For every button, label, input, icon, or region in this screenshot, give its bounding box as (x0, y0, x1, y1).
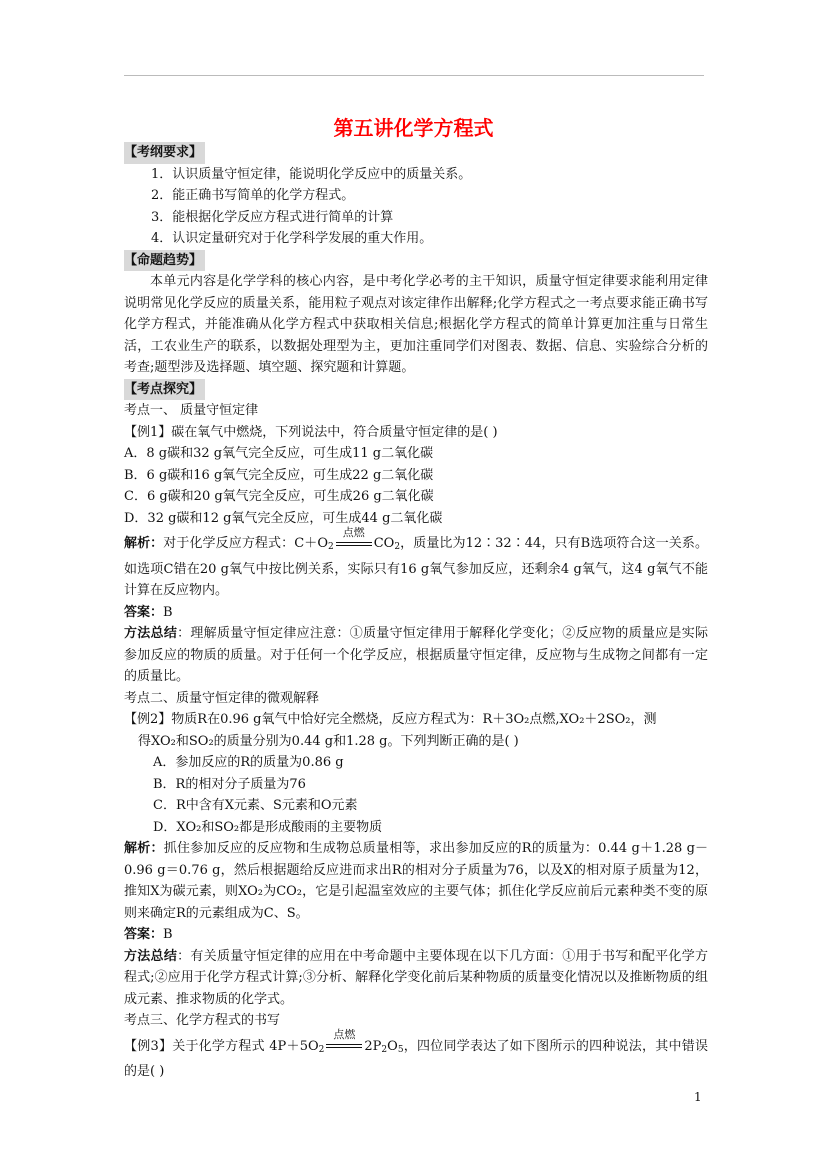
k3-eq-mid: O (387, 1038, 398, 1054)
k1-summary (124, 623, 708, 688)
kaogang-item-4: 4．认识定量研究对于化学科学发展的重大作用。 (151, 231, 433, 246)
section-label-qushi: 【命题趋势】 (124, 250, 205, 272)
k3-eq-right: 2P (364, 1038, 382, 1054)
kaogang-item-1: 1．认识质量守恒定律，能说明化学反应中的质量关系。 (151, 166, 472, 182)
k1-summary-label: 方法总结 (124, 626, 178, 641)
k1-example (124, 422, 708, 444)
k1-jiexi-eq-right: CO (373, 536, 395, 551)
kaogang-item-3: 3．能根据化学反应方程式进行简单的计算 (151, 209, 394, 225)
k2-example (124, 709, 708, 731)
k3-eq-left: 关于化学方程式 4P＋5O (172, 1038, 319, 1054)
k1-jiexi-sub2: 2 (394, 542, 401, 552)
k1-answer-value: B (163, 604, 173, 620)
k1-jiexi-text: ，质量比为12∶32∶44，只有B选项符合这一关系。如选项C错在20 g氧气中按比例关系，实际只有16 g氧气参加反应，还剩余4 g氧气，这4 g氧气不能计算在反应物内。 (124, 536, 708, 598)
k1-jiexi-eq-left: 对于化学反应方程式：C＋O (163, 536, 328, 551)
k1-answer-label: 答案： (124, 604, 164, 620)
k2-jiexi-label: 解析： (124, 841, 164, 856)
k3-eq-sub: 2 (318, 1044, 325, 1055)
k2-example-label: 【例2】 (124, 712, 172, 727)
section-label-tanjiu: 【考点探究】 (124, 379, 205, 401)
document-body (124, 142, 708, 1083)
k2-option-a: A．参加反应的R的质量为0.86 g (153, 755, 344, 770)
k2-option-c: C．R中含有X元素、S元素和O元素 (153, 798, 358, 813)
k2-example-line1: 物质R在0.96 g氧气中恰好完全燃烧，反应方程式为：R＋3O₂点燃,XO₂＋2SO₂，测 (171, 712, 657, 727)
k1-example-label: 【例1】 (124, 424, 172, 440)
k2-summary-text: ：有关质量守恒定律的应用在中考命题中主要体现在以下几方面：①用于书写和配平化学方程式;②应用于化学方程式计算;③分析、解释化学变化前后某种物质的质量变化情况以及推断物质的组成元素、推求物质的化学式。 (124, 948, 708, 1007)
k1-summary-text: ：理解质量守恒定律应注意：①质量守恒定律用于解释化学变化；②反应物的质量应是实际参加反应的物质的质量。对于任何一个化学反应，根据质量守恒定律，反应物与生成物之间都有一定的质量比。 (124, 626, 708, 684)
header-rule (124, 75, 704, 76)
k1-example-text: 碳在氧气中燃烧，下列说法中，符合质量守恒定律的是( ) (171, 424, 498, 440)
reaction-condition-arrow (326, 1028, 362, 1053)
k2-option-b: B．R的相对分子质量为76 (153, 776, 306, 792)
k2-answer-label: 答案： (124, 927, 164, 942)
k1-answer (124, 602, 708, 624)
k1-jiexi-sub: 2 (327, 542, 334, 552)
k1-jiexi-label: 解析： (124, 536, 164, 551)
kaogang-item-2: 2．能正确书写简单的化学方程式。 (151, 188, 355, 203)
k1-option-a: A．8 g碳和32 g氧气完全反应，可生成11 g二氧化碳 (124, 446, 434, 461)
k2-answer-value: B (163, 927, 173, 942)
k2-summary (124, 946, 708, 1011)
k2-heading: 考点二、质量守恒定律的微观解释 (124, 690, 320, 706)
k3-eq-sub2: 2 (381, 1044, 388, 1055)
k3-example (124, 1028, 708, 1083)
reaction-condition-arrow (336, 525, 372, 551)
k1-option-c: C．6 g碳和20 g氧气完全反应，可生成26 g二氧化碳 (124, 489, 434, 504)
k2-answer (124, 924, 708, 946)
k3-example-label: 【例3】 (124, 1038, 173, 1054)
qushi-paragraph: 本单元内容是化学学科的核心内容，是中考化学必考的主干知识，质量守恒定律要求能利用定律说明常见化学反应的质量关系，能用粒子观点对该定律作出解释;化学方程式之一考点要求能正确书写化学方程式，并能准确从化学方程式中获取相关信息;根据化学方程式的简单计算更加注重与日常生活，工农业生产的联系，以数据处理型为主，更加注重同学们对图表、数据、信息、实验综合分析的考查;题型涉及选择题、填空题、探究题和计算题。 (124, 274, 708, 375)
reaction-condition: 点燃 (333, 1028, 356, 1041)
reaction-condition: 点燃 (342, 525, 365, 539)
k1-heading: 考点一、 质量守恒定律 (124, 403, 259, 418)
k2-option-d: D．XO₂和SO₂都是形成酸雨的主要物质 (153, 819, 383, 835)
k2-jiexi (124, 838, 708, 924)
section-label-kaogang: 【考纲要求】 (124, 142, 205, 164)
k2-jiexi-text: 抓住参加反应的反应物和生成物总质量相等，求出参加反应的R的质量为：0.44 g＋1.28 g－0.96 g＝0.76 g，然后根据题给反应进而求出R的相对分子质量为76，以及X的相对原子质量为12，推知X为碳元素，则XO₂为CO₂，它是引起温室效应的主要气体；抓住化学反应前后元素种类不变的原则来确定R的元素组成为C、S。 (124, 841, 708, 921)
k2-summary-label: 方法总结 (124, 948, 178, 964)
k3-eq-sub3: 5 (397, 1044, 404, 1055)
k3-example-text: ，四位同学表达了如下图所示的四种说法，其中错误的是( ) (124, 1038, 708, 1079)
page-title: 第五讲化学方程式 (333, 116, 494, 140)
k1-option-b: B．6 g碳和16 g氧气完全反应，可生成22 g二氧化碳 (124, 467, 434, 483)
k1-jiexi (124, 525, 708, 602)
k1-option-d: D．32 g碳和12 g氧气完全反应，可生成44 g二氧化碳 (124, 510, 443, 526)
k3-heading: 考点三、化学方程式的书写 (124, 1013, 281, 1028)
k2-example-line2: 得XO₂和SO₂的质量分别为0.44 g和1.28 g。下列判断正确的是( ) (138, 733, 519, 749)
page-number: 1 (694, 1090, 702, 1104)
